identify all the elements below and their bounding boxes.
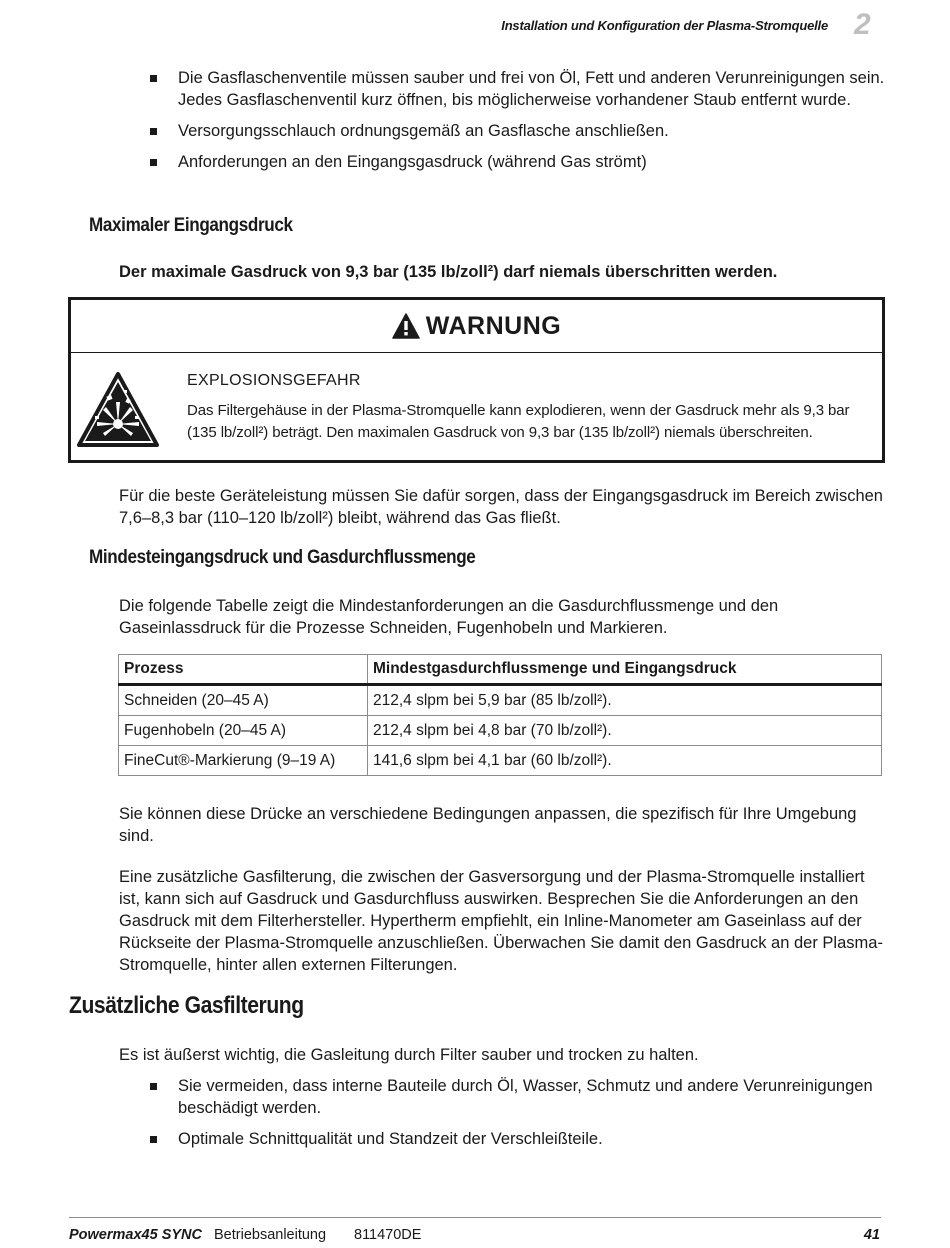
footer-divider: [69, 1217, 881, 1218]
explosion-hazard-icon: [77, 372, 159, 448]
warning-header: [71, 300, 882, 353]
warning-label: WARNUNG: [425, 311, 562, 340]
warning-triangle-icon: [392, 313, 420, 339]
table-cell: 212,4 slpm bei 5,9 bar (85 lb/zoll²).: [368, 685, 882, 716]
adjust-paragraph: Sie können diese Drücke an verschiedene Bedingungen anpassen, die spezifisch für Ihre Umgebung sind.: [119, 805, 857, 845]
table-cell: Schneiden (20–45 A): [119, 685, 368, 716]
list-item: Optimale Schnittqualität und Standzeit der Verschleißteile.: [148, 1128, 888, 1150]
filtering-benefits-list: [148, 1075, 888, 1159]
section-heading-extra-filtering: Zusätzliche Gasfilterung: [69, 992, 304, 1019]
page-number: 41: [863, 1227, 880, 1243]
table-cell: Fugenhobeln (20–45 A): [119, 716, 368, 746]
column-header-flow-pressure: Mindestgasdurchflussmenge und Eingangsdruck: [368, 655, 882, 685]
section-heading-min-pressure: Mindesteingangsdruck und Gasdurchflussmenge: [89, 547, 476, 568]
table-intro-paragraph: Die folgende Tabelle zeigt die Mindestanforderungen an die Gasdurchflussmenge und den Gaseinlassdruck für die Prozesse Schneiden, Fugenhobeln und Markieren.: [119, 597, 779, 637]
extra-filtering-intro: Es ist äußerst wichtig, die Gasleitung durch Filter sauber und trocken zu halten.: [119, 1046, 699, 1064]
column-header-process: Prozess: [119, 655, 368, 685]
filter-paragraph: Eine zusätzliche Gasfilterung, die zwischen der Gasversorgung und der Plasma-Stromquelle installiert ist, kann sich auf Gasdruck und Gasdurchfluss auswirken. Besprechen Sie die Anforderungen an den Gasdruck mit dem Filterhersteller. Hypertherm empfiehlt, ein Inline-Manometer am Gaseinlass auf der Rückseite der Plasma-Stromquelle anzuschließen. Überwachen Sie damit den Gasdruck an der Plasma-Stromquelle, hinter allen externen Filterungen.: [119, 868, 883, 974]
requirements-list: [148, 67, 888, 182]
hazard-title: EXPLOSIONSGEFAHR: [187, 372, 361, 389]
list-item: Anforderungen an den Eingangsgasdruck (während Gas strömt): [148, 151, 888, 173]
table-cell: FineCut®-Markierung (9–19 A): [119, 746, 368, 776]
performance-paragraph: Für die beste Geräteleistung müssen Sie dafür sorgen, dass der Eingangsgasdruck im Bereich zwischen 7,6–8,3 bar (110–120 lb/zoll²) bleibt, während das Gas fließt.: [119, 487, 883, 527]
table-cell: 212,4 slpm bei 4,8 bar (70 lb/zoll²).: [368, 716, 882, 746]
list-item: Sie vermeiden, dass interne Bauteile durch Öl, Wasser, Schmutz und andere Verunreinigungen beschädigt werden.: [148, 1075, 888, 1119]
table-cell: 141,6 slpm bei 4,1 bar (60 lb/zoll²).: [368, 746, 882, 776]
hazard-text: Das Filtergehäuse in der Plasma-Stromquelle kann explodieren, wenn der Gasdruck mehr als 9,3 bar (135 lb/zoll²) beträgt. Den maximalen Gasdruck von 9,3 bar (135 lb/zoll²) niemals überschreiten.: [187, 402, 850, 441]
footer-product-name: Powermax45 SYNC: [69, 1227, 202, 1243]
footer-manual-type: Betriebsanleitung: [214, 1227, 327, 1243]
table-row: [119, 716, 882, 746]
footer-part-number: 811470DE: [354, 1227, 422, 1243]
list-item: Die Gasflaschenventile müssen sauber und frei von Öl, Fett und anderen Verunreinigungen sein. Jedes Gasflaschenventil kurz öffnen, bis möglicherweise vorhandener Staub entfernt wurde.: [148, 67, 888, 111]
warning-box: [68, 297, 885, 463]
running-header-title: Installation und Konfiguration der Plasma-Stromquelle: [501, 18, 828, 33]
gas-requirements-table: [118, 654, 882, 776]
max-pressure-statement: Der maximale Gasdruck von 9,3 bar (135 lb/zoll²) darf niemals überschritten werden.: [119, 263, 778, 281]
list-item: Versorgungsschlauch ordnungsgemäß an Gasflasche anschließen.: [148, 120, 888, 142]
section-heading-max-pressure: Maximaler Eingangsdruck: [89, 215, 293, 236]
chapter-number: 2: [854, 8, 871, 41]
table-header-row: [119, 655, 882, 685]
table-row: [119, 746, 882, 776]
table-row: [119, 685, 882, 716]
